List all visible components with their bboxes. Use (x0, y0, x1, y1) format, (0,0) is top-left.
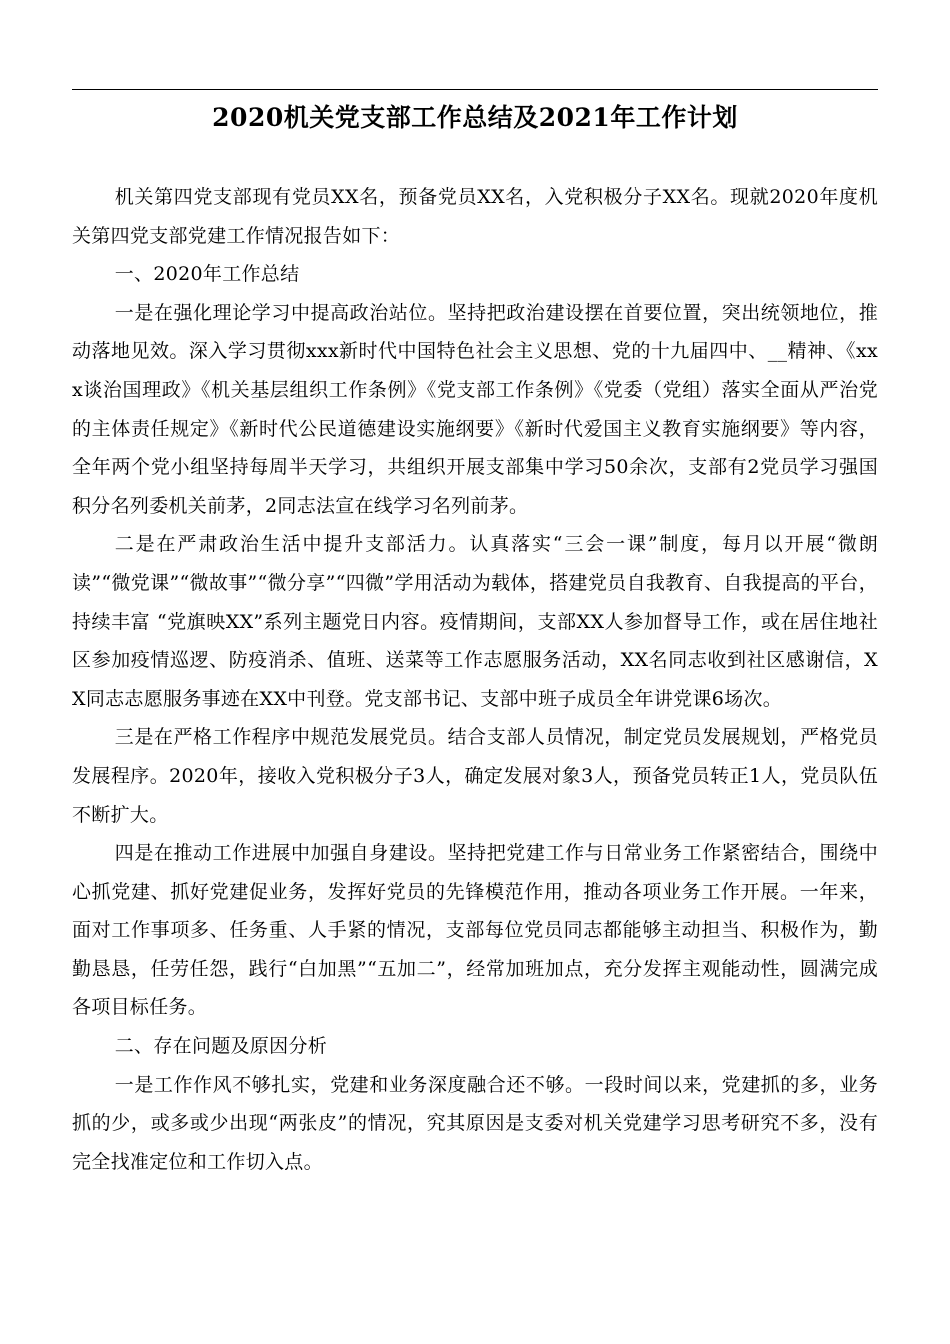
paragraph-work-style: 一是工作作风不够扎实，党建和业务深度融合还不够。一段时间以来，党建抓的多，业务抓的少，或多或少出现“两张皮”的情况，究其原因是支委对机关党建学习思考研究不多，没有完全找准定位和工作切入点。 (72, 1073, 878, 1173)
document-page (72, 0, 878, 1344)
document-body (72, 178, 878, 1181)
document-title: 2020机关党支部工作总结及2021年工作计划 (212, 103, 738, 132)
section-heading-summary: 一、2020年工作总结 (114, 263, 300, 286)
paragraph-theory-study: 一是在强化理论学习中提高政治站位。坚持把政治建设摆在首要位置，突出统领地位，推动落地见效。深入学习贯彻xxx新时代中国特色社会主义思想、党的十九届四中、__精神、《xxx谈治国理政》《机关基层组织工作条例》《党支部工作条例》《党委（党组）落实全面从严治党的主体责任规定》《新时代公民道德建设实施纲要》《新时代爱国主义教育实施纲要》等内容，全年两个党小组坚持每周半天学习，共组织开展支部集中学习50余次，支部有2党员学习强国积分名列委机关前茅，2同志法宣在线学习名列前茅。 (72, 301, 878, 517)
section-heading-problems: 二、存在问题及原因分析 (114, 1035, 328, 1058)
paragraph-member-development: 三是在严格工作程序中规范发展党员。结合支部人员情况，制定党员发展规划，严格党员发展程序。2020年，接收入党积极分子3人，确定发展对象3人，预备党员转正1人，党员队伍不断扩大。 (72, 726, 878, 826)
paragraph-self-construction: 四是在推动工作进展中加强自身建设。坚持把党建工作与日常业务工作紧密结合，围绕中心抓党建、抓好党建促业务，发挥好党员的先锋模范作用，推动各项业务工作开展。一年来，面对工作事项多、任务重、人手紧的情况，支部每位党员同志都能够主动担当、积极作为，勤勤恳恳，任劳任怨，践行“白加黑”“五加二”，经常加班加点，充分发挥主观能动性，圆满完成各项目标任务。 (72, 842, 878, 1019)
header-rule (72, 89, 878, 90)
intro-paragraph: 机关第四党支部现有党员XX名，预备党员XX名，入党积极分子XX名。现就2020年度机关第四党支部党建工作情况报告如下： (72, 186, 878, 247)
paragraph-political-life: 二是在严肃政治生活中提升支部活力。认真落实“三会一课”制度，每月以开展“微朗读”“微党课”“微故事”“微分享”“四微”学用活动为载体，搭建党员自我教育、自我提高的平台，持续丰富 “党旗映XX”系列主题党日内容。疫情期间，支部XX人参加督导工作，或在居住地社区参加疫情巡逻、防疫消杀、值班、送菜等工作志愿服务活动，XX名同志收到社区感谢信，XX同志志愿服务事迹在XX中刊登。党支部书记、支部中班子成员全年讲党课6场次。 (72, 533, 878, 710)
